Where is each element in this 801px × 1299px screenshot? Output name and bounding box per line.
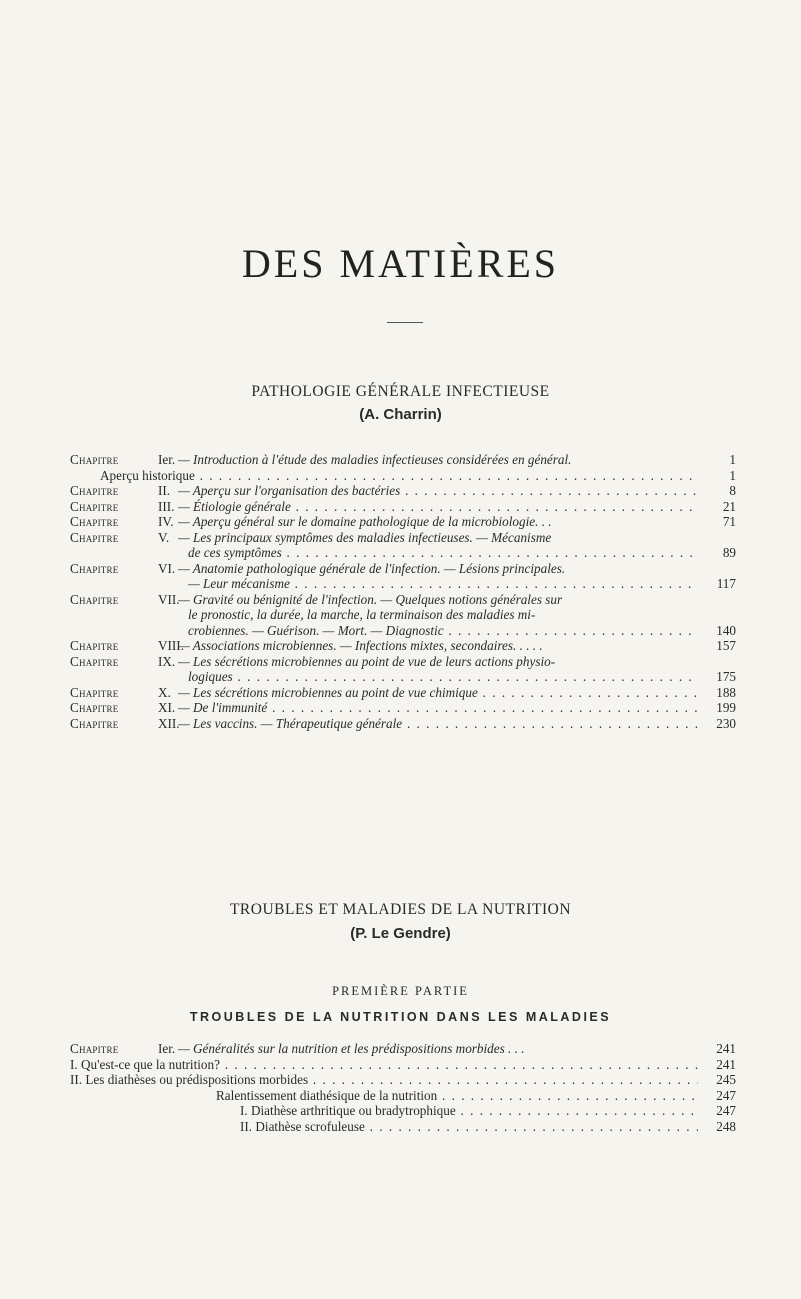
toc-entry-text: — Anatomie pathologique générale de l'infection. — Lésions principales. xyxy=(178,560,566,576)
toc-entry-label: Chapitre xyxy=(70,452,119,467)
toc-entry-label: Chapitre xyxy=(70,653,119,669)
toc-entry-label: Chapitre xyxy=(70,498,119,514)
toc-entry-page: 241 xyxy=(716,1056,736,1072)
toc-entry xyxy=(70,700,736,716)
toc-entry-page: 8 xyxy=(729,483,736,498)
toc-entry xyxy=(70,1103,736,1119)
toc-entry-number: Ier. xyxy=(158,1041,176,1056)
part-title: TROUBLES DE LA NUTRITION DANS LES MALADIES xyxy=(189,1010,612,1024)
toc-entry xyxy=(70,530,736,561)
toc-entry-text: — Gravité ou bénignité de l'infection. — Quelques notions générales sur xyxy=(178,591,563,607)
toc-entry xyxy=(70,716,736,732)
toc-entry-label: Chapitre xyxy=(70,560,119,576)
toc-section-1 xyxy=(70,452,736,731)
toc-entry-page: 1 xyxy=(729,452,736,467)
toc-entry-text: — Associations microbiennes. — Infections mixtes, secondaires. . . . . xyxy=(178,638,543,653)
toc-entry-label: Chapitre xyxy=(70,514,119,529)
toc-entry-page: 89 xyxy=(722,545,736,560)
toc-entry-page: 247 xyxy=(716,1087,736,1103)
toc-entry-text: Ralentissement diathésique de la nutrition . . . xyxy=(216,1088,698,1104)
toc-entry xyxy=(70,638,736,654)
toc-entry-text: crobiennes. — Guérison. — Mort. — Diagnostic . . . xyxy=(178,623,698,639)
toc-section-2 xyxy=(70,1041,736,1134)
toc-entry-number: II. xyxy=(158,483,171,498)
toc-entry-number: IX. xyxy=(158,653,176,669)
toc-entry-number: VI. xyxy=(158,560,176,576)
section-title: TROUBLES ET MALADIES DE LA NUTRITION xyxy=(229,901,572,918)
toc-entry-text: Aperçu historique . . . xyxy=(100,468,698,484)
toc-entry xyxy=(70,685,736,701)
toc-entry-label: Chapitre xyxy=(70,684,119,700)
toc-entry-page: 245 xyxy=(716,1072,736,1087)
toc-entry-label: Chapitre xyxy=(70,638,119,653)
toc-entry xyxy=(70,1057,736,1073)
toc-entry-text: — De l'immunité . . . xyxy=(178,700,698,716)
toc-entry-page: 247 xyxy=(716,1103,736,1118)
toc-entry-page: 188 xyxy=(716,684,736,700)
toc-entry-page: 1 xyxy=(729,467,736,483)
toc-entry-text: II. Diathèse scrofuleuse . . . xyxy=(240,1119,698,1135)
toc-entry-page: 117 xyxy=(716,576,736,591)
toc-entry-label: Chapitre xyxy=(70,715,119,731)
toc-entry-page: 21 xyxy=(722,498,736,514)
toc-entry-text: de ces symptômes . . . xyxy=(178,545,698,561)
toc-entry-label: Chapitre xyxy=(70,1041,119,1056)
toc-entry-page: 199 xyxy=(716,700,736,715)
toc-entry xyxy=(70,483,736,499)
section-author: (A. Charrin) xyxy=(359,406,442,423)
toc-entry-label: Chapitre xyxy=(70,483,119,498)
toc-entry-text: logiques . . . xyxy=(178,669,698,685)
toc-entry-text: — Introduction à l'étude des maladies infectieuses considérées en général. xyxy=(178,452,572,467)
toc-entry-page: 248 xyxy=(716,1118,736,1134)
toc-entry-page: 140 xyxy=(716,622,736,638)
section-title: PATHOLOGIE GÉNÉRALE INFECTIEUSE xyxy=(251,383,550,400)
toc-entry xyxy=(70,452,736,468)
toc-entry-number: X. xyxy=(158,684,171,700)
toc-entry xyxy=(70,499,736,515)
toc-entry-page: 230 xyxy=(716,715,736,731)
toc-entry-text: — Les principaux symptômes des maladies infectieuses. — Mécanisme xyxy=(178,529,552,545)
toc-entry-text: I. Qu'est-ce que la nutrition? . . . xyxy=(70,1057,698,1073)
toc-entry xyxy=(70,592,736,639)
toc-entry-number: Ier. xyxy=(158,452,176,467)
toc-entry xyxy=(70,561,736,592)
toc-entry-text: — Aperçu sur l'organisation des bactéries . . . xyxy=(178,483,698,499)
part-label: PREMIÈRE PARTIE xyxy=(332,984,469,998)
toc-entry-text: — Étiologie générale . . . xyxy=(178,499,698,515)
toc-entry-text: I. Diathèse arthritique ou bradytrophique . . . xyxy=(240,1103,698,1119)
toc-entry-page: 157 xyxy=(716,638,736,653)
toc-entry-text: — Leur mécanisme . . . xyxy=(178,576,698,592)
toc-entry-number: XII. xyxy=(158,715,180,731)
toc-entry-text: le pronostic, la durée, la marche, la terminaison des maladies mi- xyxy=(188,607,536,622)
toc-entry-number: XI. xyxy=(158,700,176,715)
page-title: DES MATIÈRES xyxy=(241,241,560,286)
toc-entry-text: — Généralités sur la nutrition et les prédispositions morbides . . . xyxy=(178,1041,525,1056)
section-author: (P. Le Gendre) xyxy=(350,925,451,942)
toc-entry xyxy=(70,1088,736,1104)
toc-entry xyxy=(70,514,736,530)
toc-entry xyxy=(70,468,736,484)
toc-entry-number: VII. xyxy=(158,591,180,607)
toc-entry xyxy=(70,654,736,685)
toc-entry-text: — Aperçu général sur le domaine pathologique de la microbiologie. . . xyxy=(178,514,552,529)
toc-entry-text: — Les vaccins. — Thérapeutique générale . . . xyxy=(178,716,698,732)
toc-entry xyxy=(70,1119,736,1135)
toc-entry-page: 71 xyxy=(722,514,736,529)
toc-entry-number: VIII. xyxy=(158,638,184,653)
toc-entry-label: Chapitre xyxy=(70,700,119,715)
toc-entry-page: 241 xyxy=(716,1041,736,1056)
toc-entry-text: II. Les diathèses ou prédispositions morbides . . . xyxy=(70,1072,698,1088)
toc-entry-text: — Les sécrétions microbiennes au point de vue chimique . . . xyxy=(178,685,698,701)
toc-entry-label: Chapitre xyxy=(70,591,119,607)
toc-entry-label: Chapitre xyxy=(70,529,119,545)
toc-entry-page: 175 xyxy=(716,669,736,684)
toc-entry-number: IV. xyxy=(158,514,174,529)
toc-entry-number: III. xyxy=(158,498,175,514)
toc-entry xyxy=(70,1041,736,1057)
toc-entry xyxy=(70,1072,736,1088)
toc-entry-number: V. xyxy=(158,529,170,545)
title-divider xyxy=(387,322,423,323)
toc-entry-text: — Les sécrétions microbiennes au point de vue de leurs actions physio- xyxy=(178,653,556,669)
